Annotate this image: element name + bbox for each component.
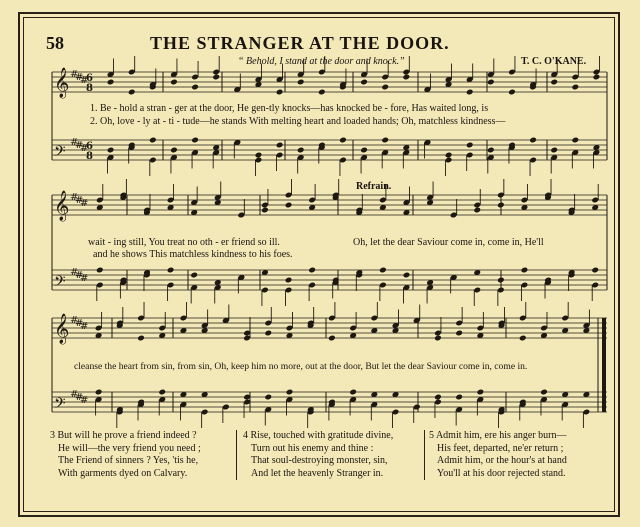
verse-5-line: 5 Admit him, ere his anger burn— — [429, 430, 567, 441]
note-head — [170, 147, 178, 154]
note-head — [550, 147, 558, 154]
note-head — [381, 137, 389, 144]
note-head — [434, 335, 442, 342]
note-head — [445, 152, 453, 159]
note-head — [95, 389, 103, 396]
sharp-sign: # — [75, 270, 84, 281]
verse-3-line: 3 But will he prove a friend indeed ? — [50, 430, 197, 441]
note-head — [379, 267, 387, 274]
bass-clef: 𝄢 — [54, 143, 66, 164]
note-head — [328, 335, 336, 342]
note-head — [264, 330, 272, 337]
note-head — [403, 272, 411, 279]
time-signature: 8 — [86, 151, 93, 162]
note-head — [473, 207, 481, 214]
refrain-label: Refrain. — [356, 181, 392, 192]
lyric-line1-verse2: 2. Oh, love - ly at - ti - tude—he stands With melting heart and loaded hands; Oh, matchless kindness— — [90, 116, 506, 127]
lyric-line1-verse1: 1. Be - hold a stran - ger at the door, He gen-tly knocks—has knocked be - fore, Has waited long, is — [90, 103, 489, 114]
note-head — [487, 147, 495, 154]
note-head — [349, 389, 357, 396]
lyric-line2-refrain: Oh, let the dear Saviour come in, come in, He'll — [353, 237, 544, 248]
note-head — [487, 79, 495, 86]
time-signature: 8 — [86, 83, 93, 94]
lyric-line2-verse1: wait - ing still, You treat no oth - er friend so ill. — [88, 237, 280, 248]
bass-clef: 𝄢 — [54, 273, 66, 294]
sharp-sign: # — [75, 140, 84, 151]
note-head — [212, 74, 220, 81]
note-head — [96, 267, 104, 274]
verse-separator — [424, 430, 425, 480]
sharp-sign: # — [70, 267, 79, 278]
verse-5 — [429, 430, 567, 480]
note-head — [593, 74, 601, 81]
sharp-sign: # — [80, 198, 89, 209]
time-signature: 6 — [86, 73, 93, 84]
note-head — [107, 147, 115, 154]
note-head — [339, 137, 347, 144]
time-signature: 6 — [86, 141, 93, 152]
sharp-sign: # — [75, 72, 84, 83]
note-head — [508, 89, 516, 96]
note-head — [137, 335, 145, 342]
note-head — [261, 207, 269, 214]
note-head — [381, 84, 389, 91]
epigraph: “ Behold, I stand at the door and knock.” — [238, 56, 405, 67]
note-head — [477, 389, 485, 396]
note-head — [455, 394, 463, 401]
verse-5-line: Admit him, or the hour's at hand — [437, 455, 567, 466]
lyric-line3: cleanse the heart from sin, from sin, Oh, keep him no more, out at the door, But let the dear Saviour come in, come in. — [74, 361, 528, 372]
note-head — [276, 89, 284, 96]
note-head — [402, 74, 410, 81]
note-head — [550, 79, 558, 86]
note-head — [297, 79, 305, 86]
sharp-sign: # — [70, 69, 79, 80]
note-head — [360, 147, 368, 154]
sharp-sign: # — [75, 195, 84, 206]
sharp-sign: # — [70, 137, 79, 148]
final-barline — [602, 318, 606, 412]
note-head — [521, 267, 529, 274]
note-head — [149, 137, 157, 144]
note-head — [540, 389, 548, 396]
verse-3-line: With garments dyed on Calvary. — [58, 467, 188, 479]
sharp-sign: # — [70, 389, 79, 400]
note-head — [107, 79, 115, 86]
note-head — [286, 389, 294, 396]
verse-separator — [236, 430, 237, 480]
note-head — [434, 394, 442, 401]
bass-clef: 𝄢 — [54, 395, 66, 416]
sharp-sign: # — [80, 395, 89, 406]
note-head — [318, 89, 326, 96]
verse-4-line: That soul-destroying monster, sin, — [251, 455, 388, 466]
note-head — [276, 142, 284, 149]
sharp-sign: # — [75, 392, 84, 403]
note-head — [264, 394, 272, 401]
note-head — [466, 89, 474, 96]
sharp-sign: # — [70, 192, 79, 203]
note-head — [308, 267, 316, 274]
note-head — [529, 137, 537, 144]
note-head — [285, 202, 293, 209]
sharp-sign: # — [80, 143, 89, 154]
note-head — [285, 277, 293, 284]
sharp-sign: # — [70, 315, 79, 326]
note-head — [128, 89, 136, 96]
note-head — [167, 267, 175, 274]
hymn-title: THE STRANGER AT THE DOOR. — [150, 33, 450, 53]
verse-3 — [50, 430, 201, 480]
sharp-sign: # — [80, 75, 89, 86]
verse-5-line: His feet, departed, ne'er return ; — [437, 442, 564, 454]
note-head — [466, 142, 474, 149]
composer: T. C. O'KANE. — [521, 56, 587, 67]
note-head — [191, 84, 199, 91]
note-head — [591, 267, 599, 274]
note-head — [297, 147, 305, 154]
verse-3-line: He will—the very friend you need ; — [58, 442, 201, 454]
lyric-line2-verse2: and he shows This matchless kindness to his foes. — [93, 249, 293, 260]
note-head — [519, 335, 527, 342]
sharp-sign: # — [80, 273, 89, 284]
note-head — [158, 389, 166, 396]
note-head — [455, 330, 463, 337]
verse-3-line: The Friend of sinners ? Yes, 'tis he, — [58, 455, 199, 466]
treble-clef: 𝄞 — [54, 314, 70, 344]
page-number: 58 — [46, 33, 64, 53]
note-head — [255, 152, 263, 159]
sharp-sign: # — [80, 321, 89, 332]
note-head — [571, 137, 579, 144]
treble-clef: 𝄞 — [54, 68, 70, 98]
note-head — [360, 79, 368, 86]
treble-clef: 𝄞 — [54, 191, 70, 221]
verse-4-line: And let the heavenly Stranger in. — [251, 467, 384, 479]
verse-4-line: 4 Rise, touched with gratitude divine, — [243, 430, 394, 441]
verse-5-line: You'll at his door rejected stand. — [437, 467, 566, 479]
verse-4 — [243, 430, 393, 480]
note-head — [571, 84, 579, 91]
verse-4-line: Turn out his enemy and thine : — [251, 442, 374, 454]
note-head — [170, 79, 178, 86]
sharp-sign: # — [75, 318, 84, 329]
note-head — [190, 272, 198, 279]
note-head — [191, 137, 199, 144]
